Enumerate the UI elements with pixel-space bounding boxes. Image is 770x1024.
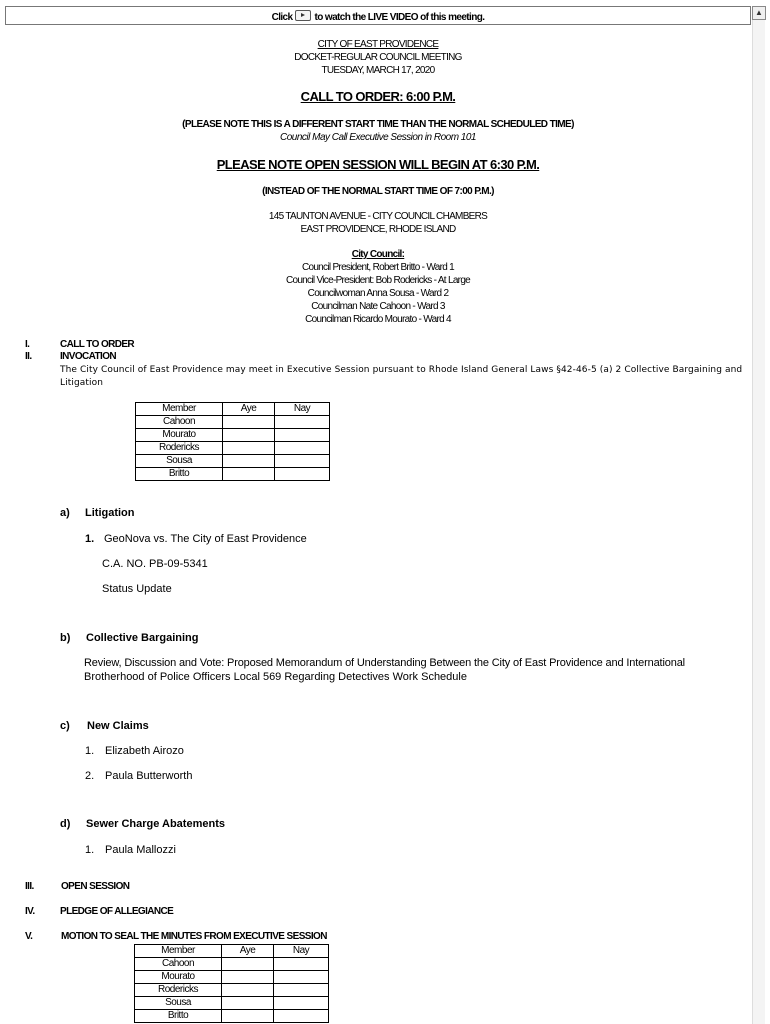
exec-paragraph-line-1: The City Council of East Providence may meet in Executive Session pursuant to Rhode Island General Laws §42-46-5 (a) 2 Collective Bargaining and: [60, 365, 743, 375]
subsection-c-title: New Claims: [87, 720, 149, 732]
member-name: Cahoon: [136, 416, 223, 429]
aye-cell: [223, 442, 275, 455]
vote-table-header: [136, 403, 330, 416]
live-video-click-label: Click: [271, 12, 293, 23]
section-4-title: PLEDGE OF ALLEGIANCE: [60, 906, 174, 917]
aye-header: Aye: [222, 945, 274, 958]
abatement-name: Paula Mallozzi: [105, 844, 176, 856]
scroll-up-arrow-icon[interactable]: ▲: [752, 6, 766, 20]
member-name: Rodericks: [136, 442, 223, 455]
bargaining-text-line-1: Review, Discussion and Vote: Proposed Memorandum of Understanding Between the City of East Providence and International: [84, 657, 685, 669]
abatement-number: 1.: [85, 844, 95, 856]
aye-cell: [222, 997, 274, 1010]
subsection-d-title: Sewer Charge Abatements: [86, 818, 225, 830]
member-name: Mourato: [136, 429, 223, 442]
member-name: Britto: [136, 468, 223, 481]
bargaining-text-line-2: Brotherhood of Police Officers Local 569 Regarding Detectives Work Schedule: [84, 671, 467, 683]
aye-cell: [222, 1010, 274, 1023]
subsection-b-letter: b): [60, 632, 71, 644]
section-4-number: IV.: [25, 906, 35, 917]
claim-name: Paula Butterworth: [105, 770, 193, 782]
vote-table: [134, 944, 329, 1023]
table-row: [135, 997, 329, 1010]
member-name: Sousa: [136, 455, 223, 468]
exec-paragraph-line-2: Litigation: [60, 378, 104, 388]
table-row: [135, 984, 329, 997]
docket-title: DOCKET-REGULAR COUNCIL MEETING: [294, 52, 462, 63]
subsection-a-title: Litigation: [85, 507, 135, 519]
normal-start-note: (INSTEAD OF THE NORMAL START TIME OF 7:00 P.M.): [262, 186, 494, 197]
aye-cell: [222, 958, 274, 971]
vote-table: [135, 402, 330, 481]
play-video-icon[interactable]: [295, 10, 311, 21]
table-row: [136, 468, 330, 481]
aye-cell: [223, 429, 275, 442]
subsection-d-letter: d): [60, 818, 71, 830]
nay-cell: [274, 958, 329, 971]
table-row: [135, 971, 329, 984]
open-session-note: PLEASE NOTE OPEN SESSION WILL BEGIN AT 6:30 P.M.: [216, 157, 540, 172]
member-name: Cahoon: [135, 958, 222, 971]
table-row: [136, 455, 330, 468]
member-name: Mourato: [135, 971, 222, 984]
nay-header: Nay: [274, 945, 329, 958]
section-5-number: V.: [25, 931, 33, 942]
section-3-title: OPEN SESSION: [61, 881, 130, 892]
address-line-2: EAST PROVIDENCE, RHODE ISLAND: [300, 224, 456, 235]
nay-cell: [275, 468, 330, 481]
section-3-number: III.: [25, 881, 34, 892]
aye-cell: [222, 971, 274, 984]
table-row: [135, 958, 329, 971]
section-1-number: I.: [25, 339, 30, 350]
section-1-title: CALL TO ORDER: [60, 339, 135, 350]
meeting-date: TUESDAY, MARCH 17, 2020: [321, 65, 435, 76]
member-name: Sousa: [135, 997, 222, 1010]
nay-cell: [274, 971, 329, 984]
city-name: CITY OF EAST PROVIDENCE: [317, 39, 439, 50]
nay-cell: [275, 416, 330, 429]
vote-table-header: [135, 945, 329, 958]
claim-name: Elizabeth Airozo: [105, 745, 184, 757]
call-to-order-time: CALL TO ORDER: 6:00 P.M.: [300, 89, 456, 104]
member-name: Britto: [135, 1010, 222, 1023]
table-row: [135, 1010, 329, 1023]
section-2-title: INVOCATION: [60, 351, 117, 362]
member-header: Member: [136, 403, 223, 416]
nay-cell: [274, 997, 329, 1010]
claim-number: 2.: [85, 770, 95, 782]
council-member: Council President, Robert Britto - Ward 1: [301, 262, 455, 273]
nay-cell: [274, 1010, 329, 1023]
nay-header: Nay: [275, 403, 330, 416]
council-member: Council Vice-President: Bob Rodericks - At Large: [285, 275, 471, 286]
member-header: Member: [135, 945, 222, 958]
live-video-text: [6, 10, 750, 23]
aye-cell: [223, 455, 275, 468]
address-line-1: 145 TAUNTON AVENUE - CITY COUNCIL CHAMBERS: [268, 211, 488, 222]
aye-cell: [222, 984, 274, 997]
aye-cell: [223, 416, 275, 429]
table-row: [136, 429, 330, 442]
table-row: [136, 442, 330, 455]
council-member: Councilman Nate Cahoon - Ward 3: [311, 301, 445, 312]
litigation-item-number: 1.: [85, 533, 95, 545]
litigation-item: GeoNova vs. The City of East Providence: [104, 533, 307, 545]
executive-session-paragraph: [60, 364, 750, 390]
live-video-bar[interactable]: [5, 6, 751, 25]
table-row: [136, 416, 330, 429]
live-video-label: to watch the LIVE VIDEO of this meeting.: [314, 12, 485, 23]
subsection-b-title: Collective Bargaining: [86, 632, 199, 644]
executive-session-note: Council May Call Executive Session in Room 101: [280, 132, 476, 143]
member-name: Rodericks: [135, 984, 222, 997]
subsection-a-letter: a): [60, 507, 70, 519]
council-member: Councilman Ricardo Mourato - Ward 4: [305, 314, 451, 325]
aye-cell: [223, 468, 275, 481]
aye-header: Aye: [223, 403, 275, 416]
nay-cell: [274, 984, 329, 997]
council-member: Councilwoman Anna Sousa - Ward 2: [307, 288, 449, 299]
nay-cell: [275, 455, 330, 468]
section-5-title: MOTION TO SEAL THE MINUTES FROM EXECUTIVE SESSION: [61, 931, 327, 942]
nay-cell: [275, 442, 330, 455]
subsection-c-letter: c): [60, 720, 70, 732]
status-update: Status Update: [102, 583, 172, 595]
claim-number: 1.: [85, 745, 95, 757]
start-time-note: (PLEASE NOTE THIS IS A DIFFERENT START TIME THAN THE NORMAL SCHEDULED TIME): [182, 119, 574, 130]
nay-cell: [275, 429, 330, 442]
section-2-number: II.: [25, 351, 32, 362]
case-number: C.A. NO. PB-09-5341: [102, 558, 208, 570]
city-council-label: City Council:: [351, 249, 405, 260]
